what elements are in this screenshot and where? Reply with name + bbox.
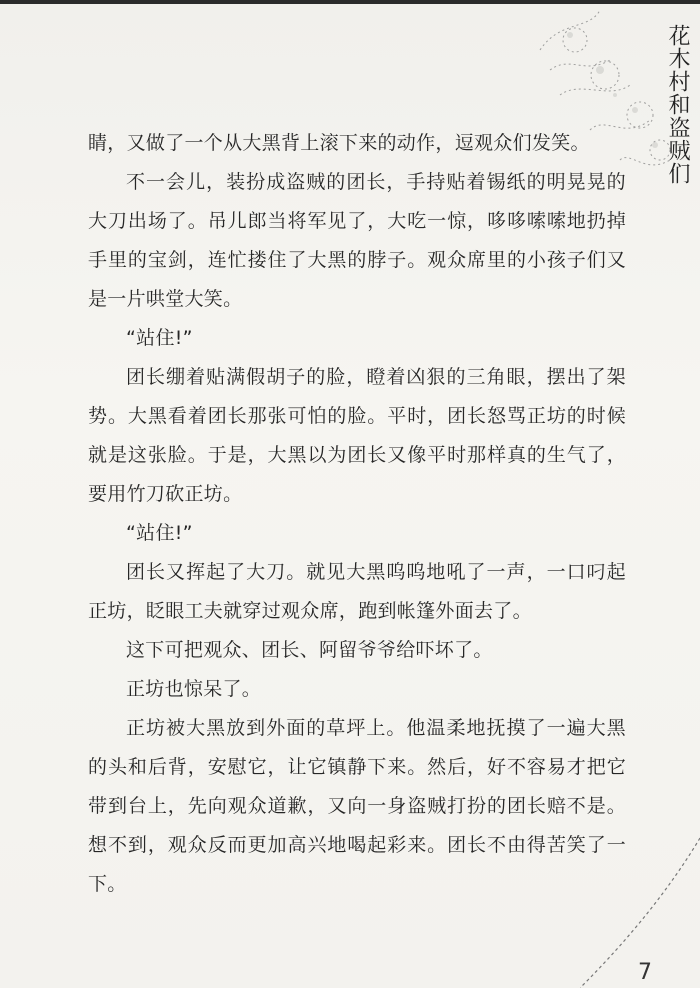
paragraph: 团长又挥起了大刀。就见大黑呜呜地吼了一声，一口叼起正坊，眨眼工夫就穿过观众席，跑到帐篷外面去了。 xyxy=(88,561,626,622)
paragraph: “站住!” xyxy=(126,522,193,544)
paragraph: 正坊也惊呆了。 xyxy=(126,678,262,700)
page-number: 7 xyxy=(638,960,652,985)
paragraph: 这下可把观众、团长、阿留爷爷给吓坏了。 xyxy=(126,639,493,661)
main-text xyxy=(88,124,626,904)
running-head-title: 花木村和盗贼们 xyxy=(665,24,690,185)
paragraph: 团长绷着贴满假胡子的脸，瞪着凶狠的三角眼，摆出了架势。大黑看着团长那张可怕的脸。平时，团长怒骂正坊的时候就是这张脸。于是，大黑以为团长又像平时那样真的生气了，要用竹刀砍正坊。 xyxy=(88,366,626,505)
paragraph: 睛，又做了一个从大黑背上滚下来的动作，逗观众们发笑。 xyxy=(88,132,590,154)
paragraph: “站住!” xyxy=(126,327,193,349)
paragraph: 不一会儿，装扮成盗贼的团长，手持贴着锡纸的明晃晃的大刀出场了。吊儿郎当将军见了，大吃一惊，哆哆嗦嗦地扔掉手里的宝剑，连忙搂住了大黑的脖子。观众席里的小孩子们又是一片哄堂大笑。 xyxy=(88,171,626,310)
paragraph: 正坊被大黑放到外面的草坪上。他温柔地抚摸了一遍大黑的头和后背，安慰它，让它镇静下来。然后，好不容易才把它带到台上，先向观众道歉，又向一身盗贼打扮的团长赔不是。想不到，观众反而更加高兴地喝起彩来。团长不由得苦笑了一下。 xyxy=(88,717,626,895)
